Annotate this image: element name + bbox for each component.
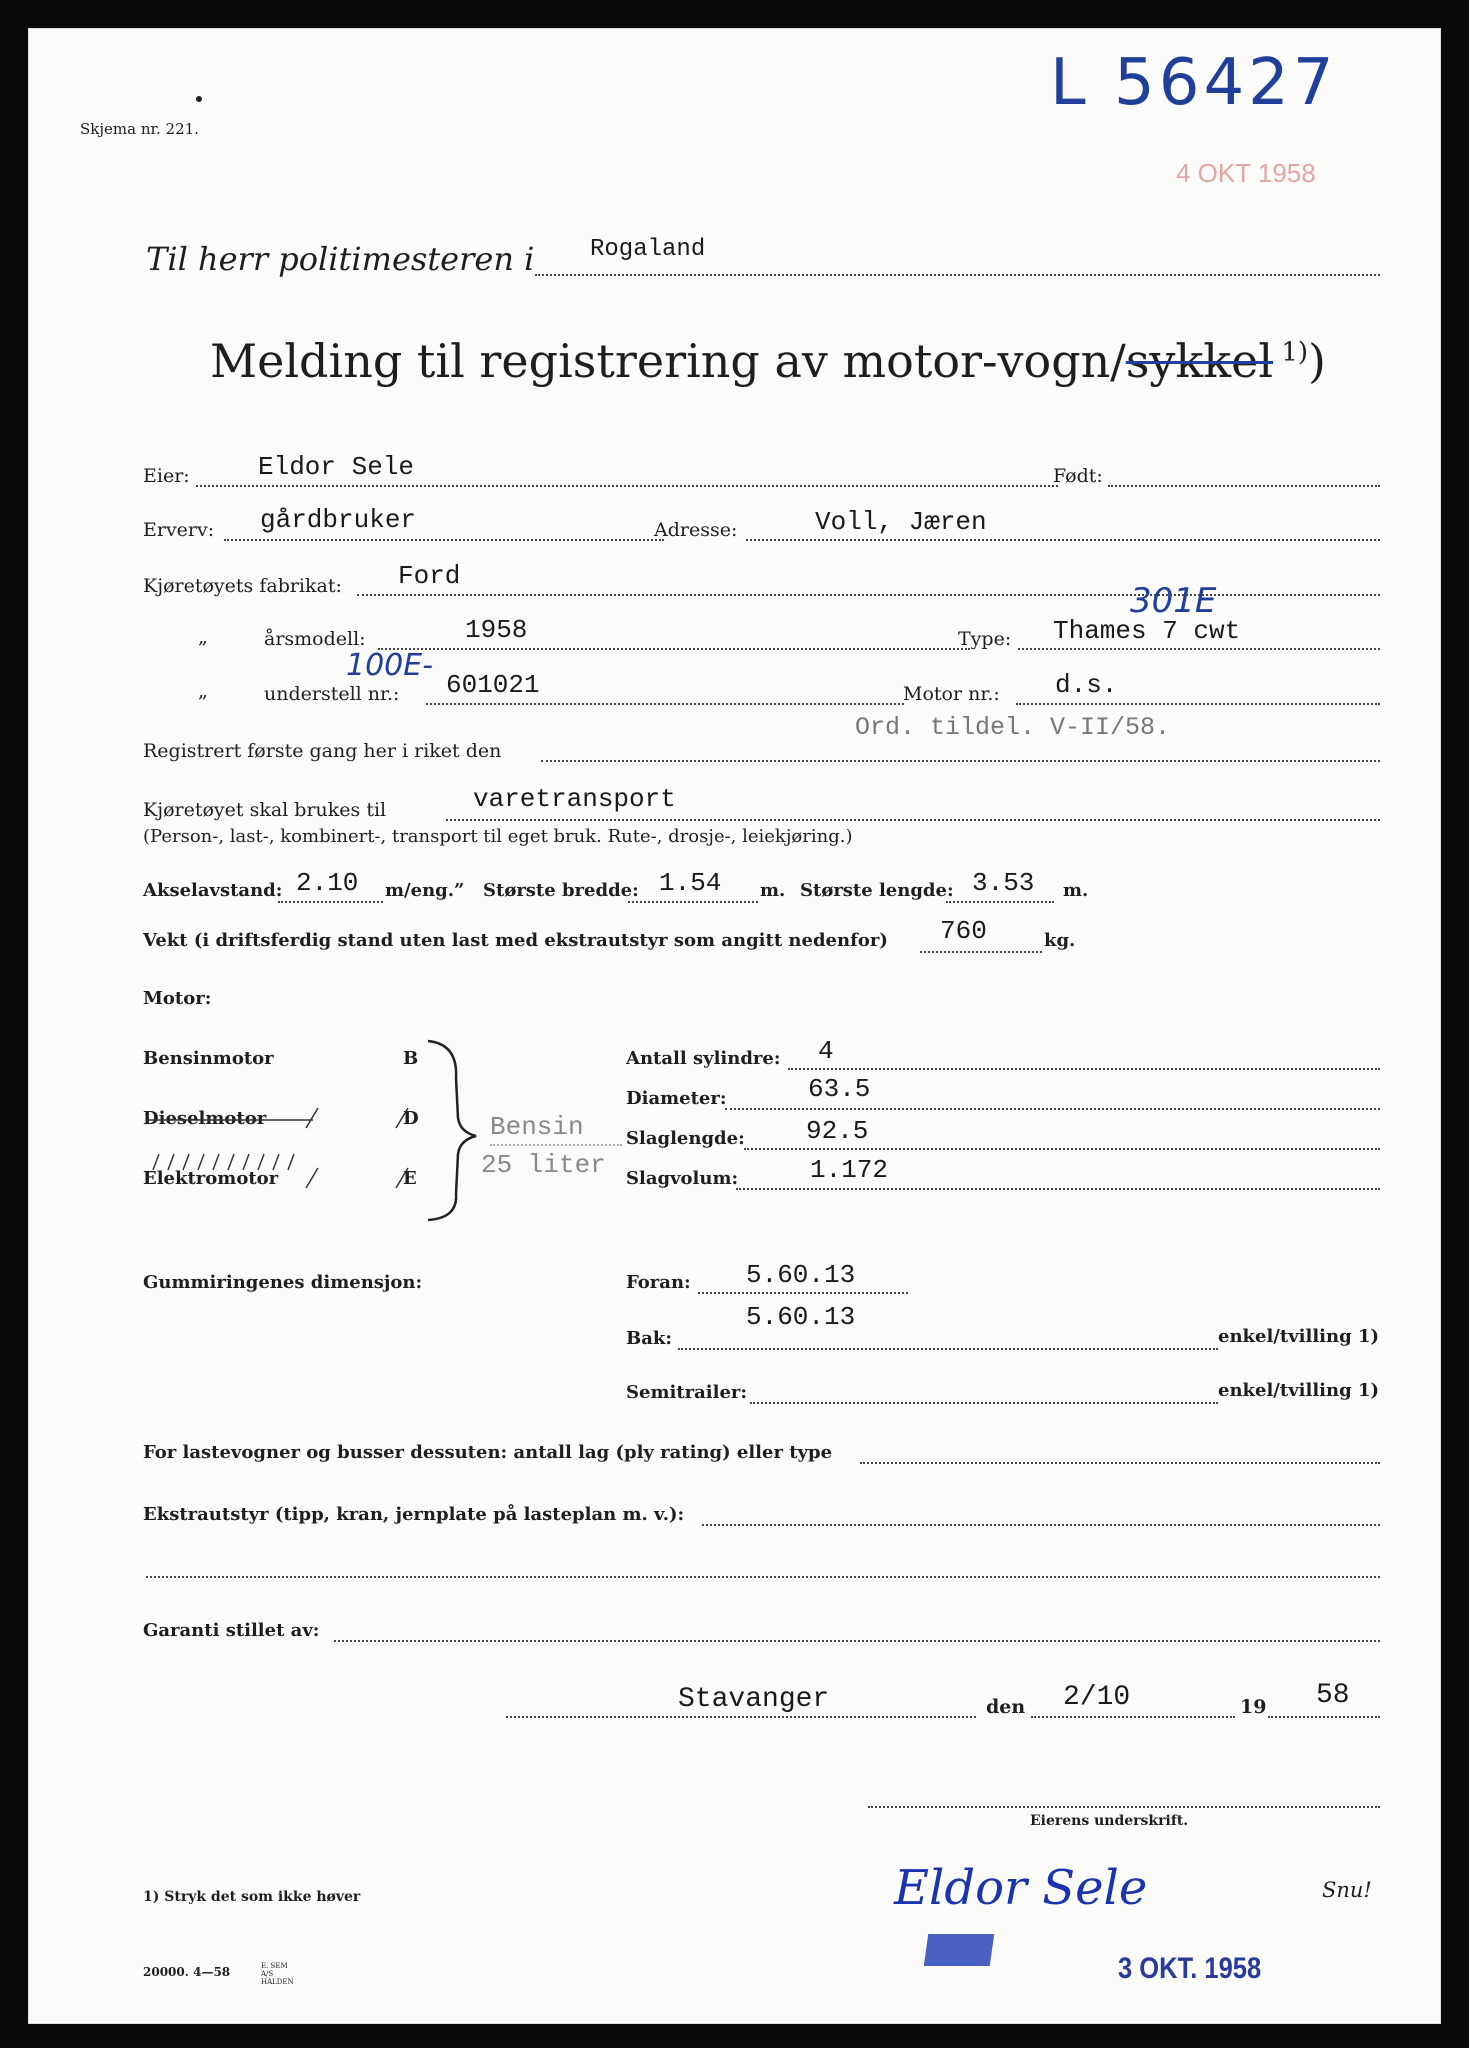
understell-value: 601021 [446, 670, 540, 700]
aksel-value: 2.10 [296, 868, 359, 898]
dotted-line [702, 1524, 1380, 1526]
year-prefix: 19 [1240, 1696, 1267, 1718]
printer: E. SEM A/S HALDEN [261, 1962, 294, 1986]
snu-note: Snu! [1322, 1878, 1372, 1902]
vekt-value: 760 [940, 916, 987, 946]
dotted-line [860, 1462, 1380, 1464]
brukes-label: Kjøretøyet skal brukes til [143, 799, 387, 821]
fabrikat-value: Ford [398, 561, 461, 591]
fodt-label: Født: [1053, 465, 1103, 487]
vekt-unit: kg. [1044, 930, 1076, 951]
adresse-value: Voll, Jæren [815, 507, 987, 537]
lengde-value: 3.53 [972, 868, 1035, 898]
print-info: 20000. 4—58 [143, 1965, 231, 1979]
bak-enkel-tvilling: enkel/tvilling 1) [1218, 1326, 1379, 1347]
title-main: Melding til registrering av motor-vogn/ [210, 334, 1126, 388]
eier-label: Eier: [143, 465, 190, 487]
aksel-unit: m/eng.” [385, 880, 465, 901]
diameter-label: Diameter: [626, 1088, 727, 1109]
brukes-note: (Person-, last-, kombinert-, transport til eget bruk. Rute-, drosje-, leiekjøring.) [143, 826, 853, 847]
addressee-value: Rogaland [590, 236, 706, 263]
slaglengde-value: 92.5 [806, 1116, 869, 1146]
slagvolum-value: 1.172 [810, 1155, 889, 1185]
arsmodell-label: årsmodell: [264, 628, 366, 650]
dotted-line [334, 1640, 1380, 1642]
motor-nr-value: d.s. [1055, 670, 1118, 700]
foran-value: 5.60.13 [746, 1260, 856, 1290]
sylindre-label: Antall sylindre: [626, 1048, 781, 1069]
brukes-value: varetransport [473, 784, 676, 814]
place-value: Stavanger [678, 1684, 830, 1715]
type-value: Thames 7 cwt [1053, 616, 1241, 646]
motor-type-code: B [403, 1048, 419, 1069]
title-struck-word: sykkel [1125, 334, 1274, 388]
slagvolum-label: Slagvolum: [626, 1168, 739, 1189]
ditto-mark: „ [198, 626, 208, 648]
title-paren: ) [1308, 334, 1326, 388]
lengde-label: Største lengde: [800, 880, 954, 901]
addressee-label: Til herr politimesteren i [146, 240, 535, 278]
motor-type-code: E [403, 1168, 417, 1189]
semi-enkel-tvilling: enkel/tvilling 1) [1218, 1380, 1379, 1401]
dotted-line [750, 1402, 1218, 1404]
fabrikat-label: Kjøretøyets fabrikat: [143, 575, 342, 597]
foran-label: Foran: [626, 1272, 691, 1293]
dotted-line [744, 1148, 1380, 1150]
date-value: 2/10 [1063, 1682, 1131, 1713]
strike-elektro [153, 1154, 408, 1188]
diameter-value: 63.5 [808, 1074, 871, 1104]
semitrailer-label: Semitrailer: [626, 1382, 748, 1403]
bak-label: Bak: [626, 1328, 672, 1349]
bak-value: 5.60.13 [746, 1302, 856, 1332]
motor-type-code: D [403, 1108, 419, 1129]
motor-strike-marks [28, 28, 1441, 2024]
lastevogner-label: For lastevogner og busser dessuten: antall lag (ply rating) eller type [143, 1442, 833, 1463]
adresse-label: Adresse: [654, 519, 738, 541]
dotted-line [736, 1188, 1380, 1190]
dotted-line [678, 1348, 1218, 1350]
dotted-line [1031, 1716, 1235, 1718]
erverv-label: Erverv: [143, 519, 215, 541]
dotted-line [725, 1108, 1380, 1110]
understell-label: understell nr.: [264, 683, 400, 705]
footnote: 1) Stryk det som ikke høver [143, 1889, 361, 1905]
erverv-value: gårdbruker [260, 505, 417, 535]
strike-diesel-code [396, 1108, 408, 1128]
garanti-label: Garanti stillet av: [143, 1620, 320, 1641]
owner-signature: Eldor Sele [894, 1860, 1148, 1916]
aksel-label: Akselavstand: [143, 880, 283, 901]
dotted-line [698, 1292, 908, 1294]
sylindre-value: 4 [818, 1036, 834, 1066]
slaglengde-label: Slaglengde: [626, 1128, 745, 1149]
bredde-unit: m. [760, 880, 786, 901]
tires-label: Gummiringenes dimensjon: [143, 1272, 423, 1293]
fuel-line2: 25 liter [481, 1150, 606, 1180]
vekt-label: Vekt (i driftsferdig stand uten last med ekstrautstyr som angitt nedenfor) [143, 930, 888, 951]
motor-brace [428, 1041, 476, 1220]
ord-tildel: Ord. tildel. V-II/58. [855, 713, 1171, 742]
strike-diesel-slash [306, 1108, 318, 1128]
dotted-line [490, 1144, 622, 1146]
arsmodell-value: 1958 [465, 615, 528, 645]
lengde-unit: m. [1063, 880, 1089, 901]
ekstrautstyr-label: Ekstrautstyr (tipp, kran, jernplate på lasteplan m. v.): [143, 1504, 685, 1525]
motor-label: Motor: [143, 988, 212, 1009]
signature-caption: Eierens underskrift. [1030, 1813, 1189, 1829]
motor-nr-label: Motor nr.: [903, 683, 1000, 705]
dotted-line [146, 1576, 1380, 1578]
type-handwritten: 301E [1130, 581, 1217, 621]
motor-type-name: Bensinmotor [143, 1048, 274, 1069]
year-suffix: 58 [1316, 1680, 1350, 1711]
form-page [28, 28, 1441, 2024]
ink-smudge [924, 1934, 994, 1966]
motor-type-name: Dieselmotor [143, 1108, 267, 1129]
eier-value: Eldor Sele [258, 452, 415, 482]
received-stamp: 4 OKT 1958 [1176, 158, 1316, 188]
dotted-line [1268, 1716, 1380, 1718]
registration-number: L 56427 [1050, 46, 1338, 120]
fuel-line1: Bensin [490, 1112, 584, 1142]
dot-mark [196, 96, 202, 102]
title-footnote: 1) [1273, 337, 1309, 368]
type-label: Type: [958, 628, 1012, 650]
bredde-label: Største bredde: [483, 880, 639, 901]
registrert-label: Registrert første gang her i riket den [143, 740, 502, 762]
den-label: den [986, 1696, 1026, 1718]
dotted-line [788, 1068, 1380, 1070]
ditto-mark: „ [198, 680, 208, 702]
bredde-value: 1.54 [659, 868, 722, 898]
signature-line [868, 1806, 1380, 1808]
understell-handwritten: 100E- [346, 648, 434, 683]
date-stamp: 3 OKT. 1958 [1118, 1952, 1262, 1985]
dotted-line [506, 1716, 976, 1718]
form-number: Skjema nr. 221. [80, 120, 199, 138]
motor-type-name: Elektromotor [143, 1168, 279, 1189]
